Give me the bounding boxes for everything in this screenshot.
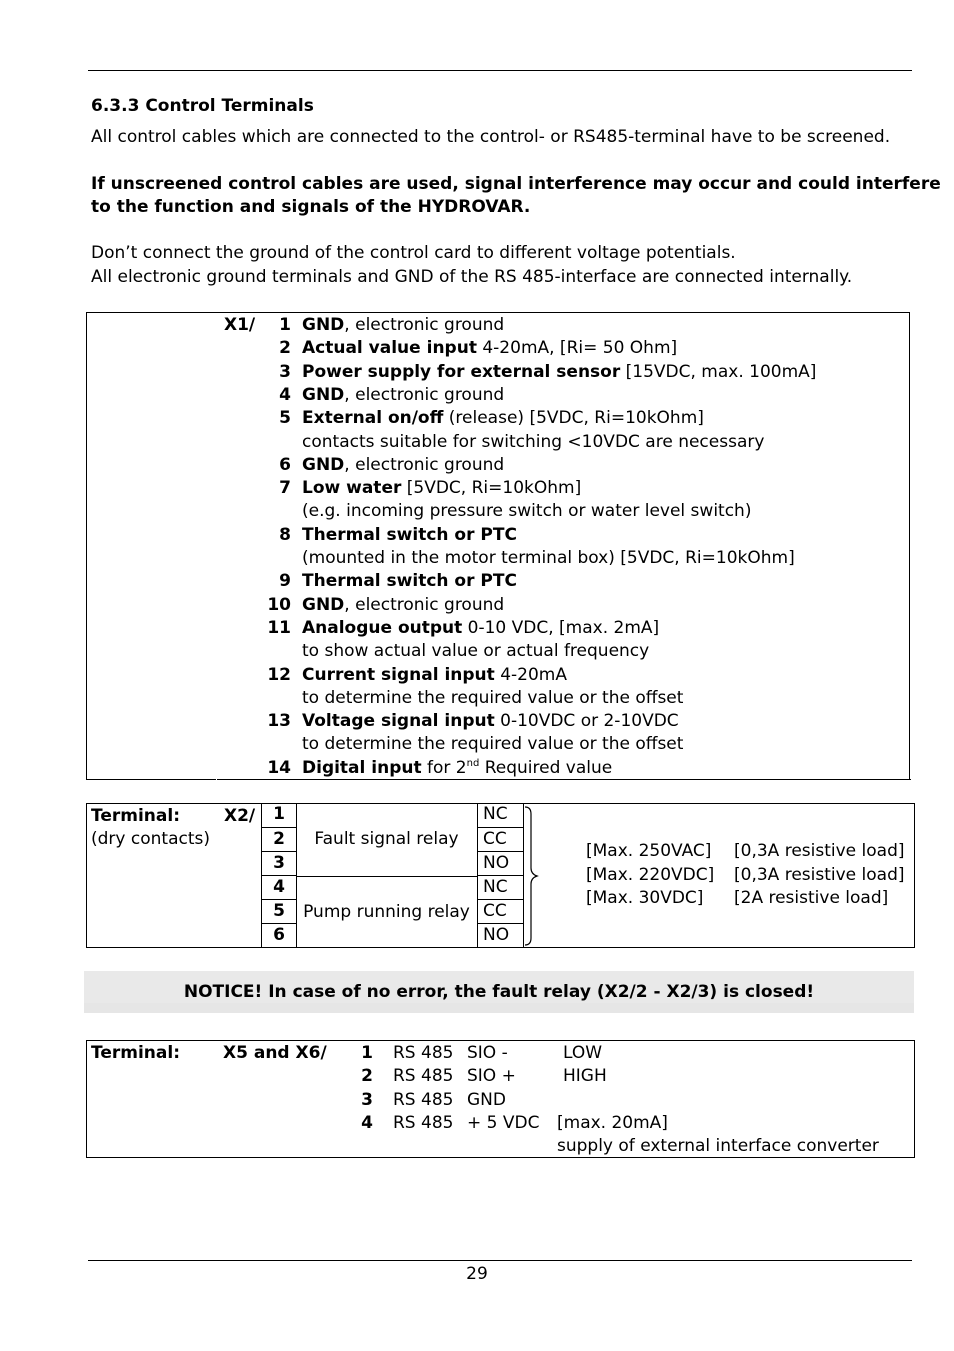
terminal-name: Low water xyxy=(302,478,402,499)
x2-terminal-number: 2 xyxy=(261,827,297,852)
rating-max: [Max. 220VDC] xyxy=(586,864,715,885)
terminal-detail: , electronic ground xyxy=(344,384,505,405)
x2-contact-type: NC xyxy=(477,875,524,900)
ground-paragraph-line-1: Don’t connect the ground of the control card to different voltage potentials. xyxy=(91,243,736,263)
x2-terminal-number: 4 xyxy=(261,875,297,900)
x5-terminal-table xyxy=(86,1040,915,1158)
terminal-number: 4 xyxy=(279,384,291,405)
fault-signal-relay-cell xyxy=(296,804,478,877)
terminal-name: GND xyxy=(302,315,345,335)
terminal-detail: 0-10 VDC, [max. 2mA] xyxy=(462,617,660,638)
x5-bus: RS 485 xyxy=(393,1066,454,1087)
terminal-description xyxy=(302,547,795,570)
x5-bus: RS 485 xyxy=(393,1043,454,1063)
x2-contact-type: CC xyxy=(477,827,524,852)
pump-running-relay-cell xyxy=(296,876,478,948)
rating-load: [0,3A resistive load] xyxy=(734,841,905,861)
terminal-description xyxy=(302,314,504,337)
x5-terminal-number: 4 xyxy=(361,1112,373,1133)
terminal-detail: (e.g. incoming pressure switch or water level switch) xyxy=(302,501,752,522)
x2-terminal-label: Terminal: xyxy=(91,806,180,826)
header-rule xyxy=(88,70,912,71)
terminal-detail: [5VDC, Ri=10kOhm] xyxy=(401,478,582,499)
terminal-detail: to determine the required value or the offset xyxy=(302,687,684,708)
x5-description: HIGH xyxy=(563,1066,607,1087)
x5-description: [max. 20mA] xyxy=(557,1112,668,1133)
terminal-number: 5 xyxy=(279,408,291,429)
terminal-detail: , electronic ground xyxy=(344,594,505,615)
rating-load: [2A resistive load] xyxy=(734,888,889,908)
terminal-name: Current signal input xyxy=(302,664,495,685)
x2-terminal-number: 6 xyxy=(261,923,297,947)
terminal-number: 14 xyxy=(267,758,291,778)
terminal-name: Actual value input xyxy=(302,338,477,359)
terminal-name: Digital input xyxy=(302,758,422,778)
x5-terminal-number: 2 xyxy=(361,1066,373,1087)
x2-contact-type: NC xyxy=(477,803,524,828)
terminal-name: External on/off xyxy=(302,408,444,429)
x5-bus: RS 485 xyxy=(393,1089,454,1110)
terminal-detail: [15VDC, max. 100mA] xyxy=(620,361,817,382)
x5-terminal-label: Terminal: xyxy=(91,1043,180,1063)
contacts-brace xyxy=(523,806,547,946)
terminal-name: Thermal switch or PTC xyxy=(302,524,517,545)
terminal-detail: 4-20mA xyxy=(494,664,567,685)
x1-terminal-table xyxy=(86,312,910,780)
terminal-detail: , electronic ground xyxy=(344,454,505,475)
terminal-description xyxy=(302,617,659,640)
terminal-description xyxy=(302,594,504,617)
section-heading: 6.3.3 Control Terminals xyxy=(91,96,314,116)
terminal-name: GND xyxy=(302,384,345,405)
terminal-number: 8 xyxy=(279,524,291,545)
notice-text: NOTICE! In case of no error, the fault relay (X2/2 - X2/3) is closed! xyxy=(183,982,815,1002)
terminal-detail: (release) [5VDC, Ri=10kOhm] xyxy=(443,408,704,429)
x5-terminal-number: 3 xyxy=(361,1089,373,1110)
terminal-description xyxy=(302,664,567,687)
rating-load: [0,3A resistive load] xyxy=(734,864,905,885)
terminal-name: Analogue output xyxy=(302,617,463,638)
x2-contact-type: NO xyxy=(477,923,524,947)
terminal-description xyxy=(302,384,504,407)
rating-max: [Max. 30VDC] xyxy=(586,888,704,908)
terminal-description xyxy=(302,687,683,710)
terminal-description xyxy=(302,407,704,430)
terminal-description xyxy=(302,454,504,477)
terminal-detail: contacts suitable for switching <10VDC are necessary xyxy=(302,431,765,452)
x5-signal: SIO - xyxy=(467,1043,508,1063)
ground-paragraph-line-2: All electronic ground terminals and GND of the RS 485-interface are connected internally. xyxy=(91,267,853,287)
terminal-name: Thermal switch or PTC xyxy=(302,571,517,592)
ordinal-suffix: nd xyxy=(466,758,480,769)
x2-label: X2/ xyxy=(224,806,256,826)
terminal-description xyxy=(302,337,677,360)
x5-signal: + 5 VDC xyxy=(467,1112,540,1133)
warning-line-1: If unscreened control cables are used, signal interference may occur and could interfere xyxy=(91,174,941,194)
terminal-number: 9 xyxy=(279,571,291,592)
terminal-number: 12 xyxy=(267,664,291,685)
terminal-detail-pre: for 2 xyxy=(421,758,467,778)
x5-signal: SIO + xyxy=(467,1066,516,1087)
terminal-detail: to show actual value or actual frequency xyxy=(302,641,650,662)
terminal-number: 10 xyxy=(267,594,291,615)
terminal-name: GND xyxy=(302,594,345,615)
x1-label: X1/ xyxy=(224,315,256,335)
terminal-description xyxy=(302,477,581,500)
x2-contact-type: CC xyxy=(477,899,524,924)
notice-banner xyxy=(84,971,914,1013)
x2-dry-contacts-label: (dry contacts) xyxy=(91,829,210,849)
terminal-description xyxy=(302,733,683,756)
pump-running-relay-label: Pump running relay xyxy=(303,902,470,922)
x5-terminal-number: 1 xyxy=(361,1043,373,1063)
x5-bus: RS 485 xyxy=(393,1112,454,1133)
terminal-description xyxy=(302,570,517,593)
terminal-detail: to determine the required value or the offset xyxy=(302,734,684,755)
rating-max: [Max. 250VAC] xyxy=(586,841,712,861)
terminal-number: 2 xyxy=(279,338,291,359)
terminal-description xyxy=(302,710,679,733)
x5-description: LOW xyxy=(563,1043,603,1063)
terminal-name: GND xyxy=(302,454,345,475)
terminal-description xyxy=(302,361,816,384)
x5-extra-note: supply of external interface converter xyxy=(557,1136,879,1156)
x5-signal: GND xyxy=(467,1089,506,1110)
terminal-name: Power supply for external sensor xyxy=(302,361,621,382)
x2-terminal-number: 3 xyxy=(261,851,297,876)
intro-paragraph: All control cables which are connected to the control- or RS485-terminal have to be screened. xyxy=(91,127,891,147)
x2-terminal-number: 5 xyxy=(261,899,297,924)
warning-line-2: to the function and signals of the HYDROVAR. xyxy=(91,197,531,217)
fault-signal-relay-label: Fault signal relay xyxy=(314,829,459,849)
terminal-detail: (mounted in the motor terminal box) [5VDC, Ri=10kOhm] xyxy=(302,548,795,568)
terminal-name: Voltage signal input xyxy=(302,711,495,732)
x2-terminal-number: 1 xyxy=(261,803,297,828)
terminal-number: 11 xyxy=(267,617,291,638)
page-number: 29 xyxy=(466,1264,488,1284)
terminal-number: 7 xyxy=(279,478,291,499)
footer-rule xyxy=(88,1260,912,1261)
x2-terminal-table xyxy=(86,803,915,948)
terminal-number: 6 xyxy=(279,454,291,475)
terminal-description xyxy=(302,757,612,780)
terminal-description xyxy=(302,640,649,663)
terminal-detail: 0-10VDC or 2-10VDC xyxy=(494,711,679,732)
terminal-detail: , electronic ground xyxy=(344,315,505,335)
terminal-detail-post: Required value xyxy=(479,758,613,778)
terminal-description xyxy=(302,500,751,523)
x2-contact-type: NO xyxy=(477,851,524,876)
terminal-number: 13 xyxy=(267,711,291,732)
x1-bottom-border-left xyxy=(86,779,216,780)
terminal-detail: 4-20mA, [Ri= 50 Ohm] xyxy=(476,338,678,359)
terminal-number: 3 xyxy=(279,361,291,382)
terminal-number: 1 xyxy=(279,315,291,335)
x5-label: X5 and X6/ xyxy=(223,1043,327,1063)
terminal-description xyxy=(302,524,517,547)
terminal-description xyxy=(302,431,764,454)
